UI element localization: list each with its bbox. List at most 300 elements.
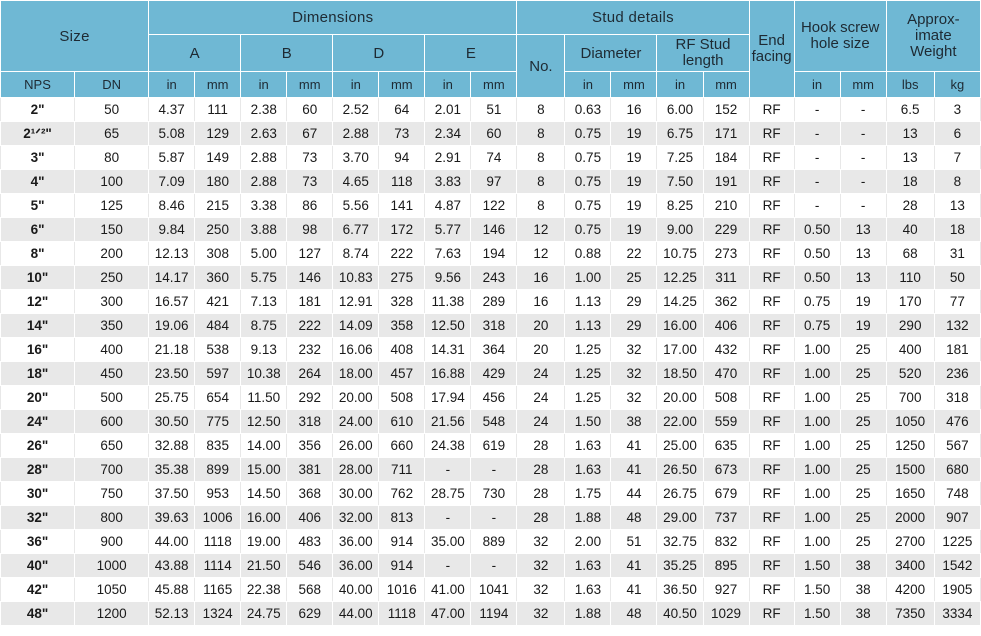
cell-b-mm: 98 <box>287 218 333 242</box>
cell-e-mm: 318 <box>471 314 517 338</box>
cell-dia-in: 0.75 <box>565 218 611 242</box>
cell-len-in: 35.25 <box>657 554 703 578</box>
cell-kg: 8 <box>934 170 980 194</box>
cell-dia-in: 0.75 <box>565 170 611 194</box>
cell-nps: 48" <box>1 602 75 626</box>
cell-b-mm: 222 <box>287 314 333 338</box>
cell-lbs: 3400 <box>886 554 934 578</box>
cell-dn: 150 <box>75 218 149 242</box>
cell-end: RF <box>749 434 794 458</box>
cell-len-mm: 470 <box>703 362 749 386</box>
cell-hook-mm: 13 <box>840 242 886 266</box>
cell-end: RF <box>749 362 794 386</box>
approx-weight-line1: Approx- <box>907 11 960 28</box>
cell-nps: 12" <box>1 290 75 314</box>
table-row <box>1 314 981 338</box>
cell-dia-mm: 44 <box>611 482 657 506</box>
table-row <box>1 506 981 530</box>
dim-a-header: A <box>149 35 241 72</box>
cell-hook-mm: 25 <box>840 338 886 362</box>
cell-d-in: 16.06 <box>333 338 379 362</box>
cell-d-in: 18.00 <box>333 362 379 386</box>
cell-a-mm: 1114 <box>195 554 241 578</box>
hook-screw-line1: Hook screw <box>800 19 880 36</box>
cell-hook-in: 0.75 <box>794 290 840 314</box>
cell-lbs: 68 <box>886 242 934 266</box>
cell-b-mm: 67 <box>287 122 333 146</box>
cell-dn: 125 <box>75 194 149 218</box>
cell-end: RF <box>749 506 794 530</box>
lbs-header: lbs <box>886 72 934 98</box>
cell-a-in: 5.87 <box>149 146 195 170</box>
e-in-header: in <box>425 72 471 98</box>
cell-lbs: 2000 <box>886 506 934 530</box>
cell-hook-mm: 25 <box>840 482 886 506</box>
cell-hook-mm: - <box>840 146 886 170</box>
cell-d-mm: 508 <box>379 386 425 410</box>
cell-lbs: 18 <box>886 170 934 194</box>
cell-dia-in: 1.13 <box>565 290 611 314</box>
cell-len-in: 26.50 <box>657 458 703 482</box>
cell-e-in: - <box>425 458 471 482</box>
cell-hook-mm: 13 <box>840 266 886 290</box>
cell-hook-mm: - <box>840 122 886 146</box>
cell-dn: 1000 <box>75 554 149 578</box>
cell-dia-mm: 19 <box>611 218 657 242</box>
cell-a-in: 7.09 <box>149 170 195 194</box>
cell-hook-in: 0.75 <box>794 314 840 338</box>
cell-e-in: 2.91 <box>425 146 471 170</box>
cell-lbs: 4200 <box>886 578 934 602</box>
cell-dn: 300 <box>75 290 149 314</box>
cell-dn: 600 <box>75 410 149 434</box>
table-row <box>1 266 981 290</box>
stud-no-header: No. <box>517 35 565 98</box>
cell-lbs: 1650 <box>886 482 934 506</box>
cell-kg: 7 <box>934 146 980 170</box>
cell-dn: 50 <box>75 98 149 122</box>
cell-len-in: 14.25 <box>657 290 703 314</box>
cell-len-mm: 1029 <box>703 602 749 626</box>
cell-a-in: 44.00 <box>149 530 195 554</box>
cell-b-mm: 381 <box>287 458 333 482</box>
cell-e-mm: - <box>471 458 517 482</box>
cell-len-mm: 152 <box>703 98 749 122</box>
cell-end: RF <box>749 602 794 626</box>
cell-hook-in: - <box>794 122 840 146</box>
cell-e-in: 14.31 <box>425 338 471 362</box>
cell-e-in: 11.38 <box>425 290 471 314</box>
cell-kg: 132 <box>934 314 980 338</box>
cell-d-in: 36.00 <box>333 554 379 578</box>
cell-nps: 26" <box>1 434 75 458</box>
cell-end: RF <box>749 242 794 266</box>
cell-end: RF <box>749 290 794 314</box>
cell-nps: 3" <box>1 146 75 170</box>
cell-hook-mm: 25 <box>840 362 886 386</box>
cell-len-in: 29.00 <box>657 506 703 530</box>
nps-header: NPS <box>1 72 75 98</box>
cell-kg: 567 <box>934 434 980 458</box>
table-row <box>1 146 981 170</box>
cell-b-mm: 86 <box>287 194 333 218</box>
cell-d-in: 20.00 <box>333 386 379 410</box>
cell-b-in: 11.50 <box>241 386 287 410</box>
cell-b-in: 2.38 <box>241 98 287 122</box>
cell-kg: 680 <box>934 458 980 482</box>
cell-len-mm: 673 <box>703 458 749 482</box>
cell-end: RF <box>749 578 794 602</box>
cell-no: 16 <box>517 290 565 314</box>
cell-b-mm: 292 <box>287 386 333 410</box>
cell-e-mm: 1041 <box>471 578 517 602</box>
cell-a-mm: 597 <box>195 362 241 386</box>
cell-a-in: 8.46 <box>149 194 195 218</box>
cell-d-mm: 64 <box>379 98 425 122</box>
cell-dn: 650 <box>75 434 149 458</box>
cell-dn: 65 <box>75 122 149 146</box>
hook-mm-header: mm <box>840 72 886 98</box>
rf-stud-length-header <box>657 35 749 72</box>
cell-e-mm: 429 <box>471 362 517 386</box>
cell-len-in: 17.00 <box>657 338 703 362</box>
cell-hook-in: 1.50 <box>794 578 840 602</box>
cell-dia-mm: 19 <box>611 146 657 170</box>
cell-d-mm: 172 <box>379 218 425 242</box>
cell-kg: 77 <box>934 290 980 314</box>
cell-a-mm: 129 <box>195 122 241 146</box>
cell-hook-mm: 25 <box>840 386 886 410</box>
cell-lbs: 40 <box>886 218 934 242</box>
cell-hook-in: 1.00 <box>794 338 840 362</box>
cell-e-in: 24.38 <box>425 434 471 458</box>
cell-d-in: 10.83 <box>333 266 379 290</box>
cell-len-mm: 184 <box>703 146 749 170</box>
table-row <box>1 578 981 602</box>
cell-dia-mm: 19 <box>611 122 657 146</box>
cell-a-in: 37.50 <box>149 482 195 506</box>
cell-a-in: 23.50 <box>149 362 195 386</box>
cell-a-mm: 360 <box>195 266 241 290</box>
cell-b-mm: 318 <box>287 410 333 434</box>
cell-b-in: 5.75 <box>241 266 287 290</box>
cell-end: RF <box>749 218 794 242</box>
cell-len-in: 6.00 <box>657 98 703 122</box>
cell-a-mm: 484 <box>195 314 241 338</box>
cell-e-in: 9.56 <box>425 266 471 290</box>
cell-b-in: 19.00 <box>241 530 287 554</box>
cell-b-mm: 232 <box>287 338 333 362</box>
cell-dia-in: 1.25 <box>565 362 611 386</box>
cell-dia-mm: 32 <box>611 386 657 410</box>
cell-e-mm: 289 <box>471 290 517 314</box>
cell-hook-in: 1.50 <box>794 554 840 578</box>
cell-b-in: 2.88 <box>241 170 287 194</box>
cell-e-in: 17.94 <box>425 386 471 410</box>
cell-no: 20 <box>517 314 565 338</box>
cell-end: RF <box>749 410 794 434</box>
cell-d-in: 8.74 <box>333 242 379 266</box>
size-header: Size <box>1 1 149 72</box>
cell-d-mm: 94 <box>379 146 425 170</box>
cell-a-mm: 149 <box>195 146 241 170</box>
cell-a-mm: 1118 <box>195 530 241 554</box>
cell-hook-mm: 25 <box>840 410 886 434</box>
cell-b-in: 22.38 <box>241 578 287 602</box>
cell-end: RF <box>749 554 794 578</box>
cell-dia-mm: 41 <box>611 554 657 578</box>
cell-dia-mm: 41 <box>611 434 657 458</box>
cell-len-in: 7.25 <box>657 146 703 170</box>
cell-lbs: 110 <box>886 266 934 290</box>
cell-len-mm: 210 <box>703 194 749 218</box>
cell-no: 28 <box>517 434 565 458</box>
a-mm-header: mm <box>195 72 241 98</box>
cell-dia-in: 1.63 <box>565 578 611 602</box>
cell-a-in: 45.88 <box>149 578 195 602</box>
cell-e-in: - <box>425 506 471 530</box>
cell-dia-in: 0.75 <box>565 146 611 170</box>
dia-mm-header: mm <box>611 72 657 98</box>
cell-hook-in: 0.50 <box>794 218 840 242</box>
cell-dn: 1200 <box>75 602 149 626</box>
cell-hook-mm: - <box>840 98 886 122</box>
cell-a-mm: 953 <box>195 482 241 506</box>
cell-b-mm: 73 <box>287 146 333 170</box>
cell-d-in: 2.52 <box>333 98 379 122</box>
cell-hook-in: - <box>794 98 840 122</box>
cell-a-in: 43.88 <box>149 554 195 578</box>
cell-b-in: 7.13 <box>241 290 287 314</box>
dim-b-header: B <box>241 35 333 72</box>
cell-b-in: 8.75 <box>241 314 287 338</box>
cell-d-in: 32.00 <box>333 506 379 530</box>
cell-hook-mm: - <box>840 194 886 218</box>
cell-hook-mm: 38 <box>840 602 886 626</box>
len-in-header: in <box>657 72 703 98</box>
cell-hook-mm: 38 <box>840 578 886 602</box>
cell-b-mm: 368 <box>287 482 333 506</box>
cell-b-in: 2.88 <box>241 146 287 170</box>
cell-dia-mm: 19 <box>611 170 657 194</box>
cell-a-mm: 215 <box>195 194 241 218</box>
cell-len-mm: 927 <box>703 578 749 602</box>
cell-a-in: 35.38 <box>149 458 195 482</box>
cell-d-mm: 1016 <box>379 578 425 602</box>
cell-dia-in: 1.13 <box>565 314 611 338</box>
cell-nps: 28" <box>1 458 75 482</box>
cell-a-in: 12.13 <box>149 242 195 266</box>
cell-nps: 36" <box>1 530 75 554</box>
e-mm-header: mm <box>471 72 517 98</box>
cell-end: RF <box>749 194 794 218</box>
cell-e-mm: 97 <box>471 170 517 194</box>
cell-dia-mm: 41 <box>611 458 657 482</box>
cell-e-mm: 364 <box>471 338 517 362</box>
cell-dia-mm: 29 <box>611 314 657 338</box>
cell-no: 12 <box>517 218 565 242</box>
cell-e-in: 21.56 <box>425 410 471 434</box>
cell-b-mm: 356 <box>287 434 333 458</box>
cell-e-mm: 548 <box>471 410 517 434</box>
cell-d-in: 4.65 <box>333 170 379 194</box>
cell-d-in: 44.00 <box>333 602 379 626</box>
cell-no: 28 <box>517 506 565 530</box>
cell-hook-mm: - <box>840 170 886 194</box>
cell-d-mm: 408 <box>379 338 425 362</box>
cell-len-mm: 273 <box>703 242 749 266</box>
cell-b-in: 3.38 <box>241 194 287 218</box>
cell-len-mm: 679 <box>703 482 749 506</box>
cell-end: RF <box>749 482 794 506</box>
cell-b-in: 12.50 <box>241 410 287 434</box>
cell-len-mm: 406 <box>703 314 749 338</box>
cell-d-mm: 1118 <box>379 602 425 626</box>
cell-dn: 700 <box>75 458 149 482</box>
cell-no: 24 <box>517 410 565 434</box>
cell-e-mm: 1194 <box>471 602 517 626</box>
cell-no: 20 <box>517 338 565 362</box>
table-row <box>1 194 981 218</box>
table-row <box>1 434 981 458</box>
cell-no: 8 <box>517 170 565 194</box>
cell-dia-mm: 25 <box>611 266 657 290</box>
cell-a-in: 9.84 <box>149 218 195 242</box>
stud-details-header: Stud details <box>517 1 749 35</box>
cell-a-in: 5.08 <box>149 122 195 146</box>
cell-dia-mm: 16 <box>611 98 657 122</box>
table-row <box>1 530 981 554</box>
cell-kg: 181 <box>934 338 980 362</box>
cell-nps: 42" <box>1 578 75 602</box>
cell-e-mm: 60 <box>471 122 517 146</box>
cell-kg: 318 <box>934 386 980 410</box>
cell-len-mm: 737 <box>703 506 749 530</box>
cell-a-mm: 421 <box>195 290 241 314</box>
cell-kg: 3 <box>934 98 980 122</box>
cell-a-in: 30.50 <box>149 410 195 434</box>
cell-len-mm: 895 <box>703 554 749 578</box>
cell-no: 8 <box>517 122 565 146</box>
cell-dia-in: 1.25 <box>565 386 611 410</box>
cell-kg: 236 <box>934 362 980 386</box>
cell-a-in: 21.18 <box>149 338 195 362</box>
cell-kg: 3334 <box>934 602 980 626</box>
cell-e-in: 3.83 <box>425 170 471 194</box>
cell-d-in: 14.09 <box>333 314 379 338</box>
cell-dia-in: 1.63 <box>565 554 611 578</box>
cell-dia-mm: 41 <box>611 578 657 602</box>
cell-kg: 50 <box>934 266 980 290</box>
cell-dia-in: 0.63 <box>565 98 611 122</box>
cell-len-mm: 362 <box>703 290 749 314</box>
cell-a-in: 19.06 <box>149 314 195 338</box>
approx-weight-header <box>886 1 980 72</box>
cell-a-mm: 899 <box>195 458 241 482</box>
cell-end: RF <box>749 530 794 554</box>
cell-a-mm: 654 <box>195 386 241 410</box>
cell-b-in: 24.75 <box>241 602 287 626</box>
cell-end: RF <box>749 122 794 146</box>
cell-nps: 24" <box>1 410 75 434</box>
cell-a-mm: 1324 <box>195 602 241 626</box>
table-row <box>1 602 981 626</box>
cell-nps: 14" <box>1 314 75 338</box>
cell-a-in: 39.63 <box>149 506 195 530</box>
cell-lbs: 7350 <box>886 602 934 626</box>
cell-d-in: 28.00 <box>333 458 379 482</box>
cell-len-in: 18.50 <box>657 362 703 386</box>
cell-e-mm: 51 <box>471 98 517 122</box>
cell-end: RF <box>749 338 794 362</box>
cell-dia-mm: 32 <box>611 338 657 362</box>
cell-hook-mm: 19 <box>840 314 886 338</box>
cell-kg: 476 <box>934 410 980 434</box>
cell-len-in: 36.50 <box>657 578 703 602</box>
table-row <box>1 242 981 266</box>
cell-e-in: 35.00 <box>425 530 471 554</box>
cell-d-in: 24.00 <box>333 410 379 434</box>
cell-d-mm: 141 <box>379 194 425 218</box>
hook-in-header: in <box>794 72 840 98</box>
cell-e-in: 12.50 <box>425 314 471 338</box>
cell-no: 8 <box>517 98 565 122</box>
cell-a-in: 32.88 <box>149 434 195 458</box>
cell-e-mm: 194 <box>471 242 517 266</box>
cell-nps: 40" <box>1 554 75 578</box>
cell-dn: 750 <box>75 482 149 506</box>
cell-len-mm: 432 <box>703 338 749 362</box>
cell-len-mm: 229 <box>703 218 749 242</box>
cell-hook-in: 1.00 <box>794 410 840 434</box>
cell-d-in: 5.56 <box>333 194 379 218</box>
cell-lbs: 170 <box>886 290 934 314</box>
cell-kg: 1905 <box>934 578 980 602</box>
cell-nps: 2" <box>1 98 75 122</box>
cell-kg: 13 <box>934 194 980 218</box>
cell-e-mm: 889 <box>471 530 517 554</box>
cell-end: RF <box>749 458 794 482</box>
cell-nps: 5" <box>1 194 75 218</box>
cell-b-in: 14.00 <box>241 434 287 458</box>
cell-dia-mm: 48 <box>611 602 657 626</box>
cell-len-in: 7.50 <box>657 170 703 194</box>
cell-hook-in: 0.50 <box>794 266 840 290</box>
cell-no: 8 <box>517 194 565 218</box>
cell-e-in: 2.01 <box>425 98 471 122</box>
cell-hook-in: 1.00 <box>794 458 840 482</box>
cell-d-mm: 73 <box>379 122 425 146</box>
cell-b-mm: 568 <box>287 578 333 602</box>
cell-dia-mm: 29 <box>611 290 657 314</box>
cell-d-mm: 118 <box>379 170 425 194</box>
cell-lbs: 290 <box>886 314 934 338</box>
cell-hook-in: - <box>794 170 840 194</box>
cell-a-in: 4.37 <box>149 98 195 122</box>
cell-dn: 200 <box>75 242 149 266</box>
cell-len-in: 8.25 <box>657 194 703 218</box>
cell-d-mm: 762 <box>379 482 425 506</box>
cell-hook-in: 1.00 <box>794 482 840 506</box>
cell-b-mm: 127 <box>287 242 333 266</box>
cell-len-in: 12.25 <box>657 266 703 290</box>
cell-d-in: 36.00 <box>333 530 379 554</box>
cell-b-in: 9.13 <box>241 338 287 362</box>
cell-b-in: 14.50 <box>241 482 287 506</box>
table-row <box>1 338 981 362</box>
dn-header: DN <box>75 72 149 98</box>
cell-d-mm: 813 <box>379 506 425 530</box>
